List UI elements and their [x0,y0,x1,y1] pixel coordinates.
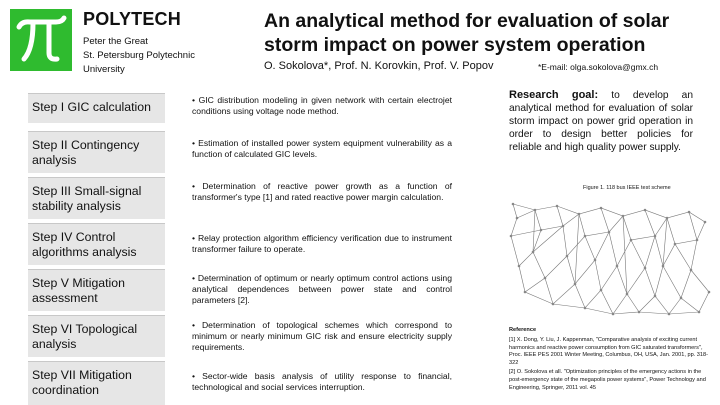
references [509,327,709,393]
step-box: Step II Contingency analysis [28,131,165,173]
step-box: Step IV Control algorithms analysis [28,223,165,265]
institution-line: Peter the Great [83,36,148,47]
step-description: • Sector-wide basis analysis of utility response to financial, technological and social services interruption. [192,371,452,392]
step-description: • GIC distribution modeling in given network with certain electrojet conditions using voltage node method. [192,95,452,116]
brand-name: POLYTECH [83,9,181,29]
step-description: • Determination of topological schemes which correspond to minimum or nearly minimum GIC risk and ensure electricity supply requirements. [192,320,452,352]
institution-name [83,35,253,77]
step-box: Step I GIC calculation [28,93,165,123]
authors: O. Sokolova*, Prof. N. Korovkin, Prof. V. Popov [264,60,494,72]
institution-line: St. Petersburg Polytechnic [83,50,195,61]
network-lines [511,204,709,314]
polytech-logo [10,9,72,71]
step-box: Step V Mitigation assessment [28,269,165,311]
ieee-118-bus-scheme-figure [505,196,715,321]
step-box: Step VI Topological analysis [28,315,165,357]
research-goal [509,89,693,154]
step-description: • Determination of reactive power growth as a function of transformer's type [1] and rated reactive power margin calculation. [192,181,452,202]
step-description: • Estimation of installed power system equipment vulnerability as a function of calculated GIC levels. [192,138,452,159]
research-goal-text: to develop an analytical method for evaluation of solar storm impact on power grid operation in order to design better policies for reliable and high quality power supply. [509,90,693,153]
institution-line: University [83,64,125,75]
step-box: Step VII Mitigation coordination [28,361,165,405]
research-goal-label: Research goal: [509,89,599,101]
pi-logo-icon [10,9,72,71]
reference-item: [1] X. Dong, Y. Liu, J. Kappenman, "Comparative analysis of exciting current harmonics and reactive power consumption from GIC saturated transformers", Proc. IEEE PES 2001 Winter Meeting, Columbus, OH, USA, Jan. 2001, pp. 318-322 [509,336,708,367]
step-description: • Relay protection algorithm efficiency verification due to instrument transformer failure to operate. [192,233,452,254]
figure-caption: Figure 1. 118 bus IEEE test scheme [583,185,671,191]
references-title: Reference [509,327,537,333]
step-description: • Determination of optimum or nearly optimum control actions using analytical dependences between power state and control parameters [2]. [192,273,452,305]
step-box: Step III Small-signal stability analysis [28,177,165,219]
reference-item: [2] O. Sokolova et all. "Optimization principles of the emergency actions in the post-emergency state of the megapolis power systems", Power Technology and Engineering, Springer, 2011 vol. 45 [509,368,706,391]
poster-title: An analytical method for evaluation of solar storm impact on power system operation [264,10,670,56]
contact-email: *E-mail: olga.sokolova@gmx.ch [538,62,659,72]
